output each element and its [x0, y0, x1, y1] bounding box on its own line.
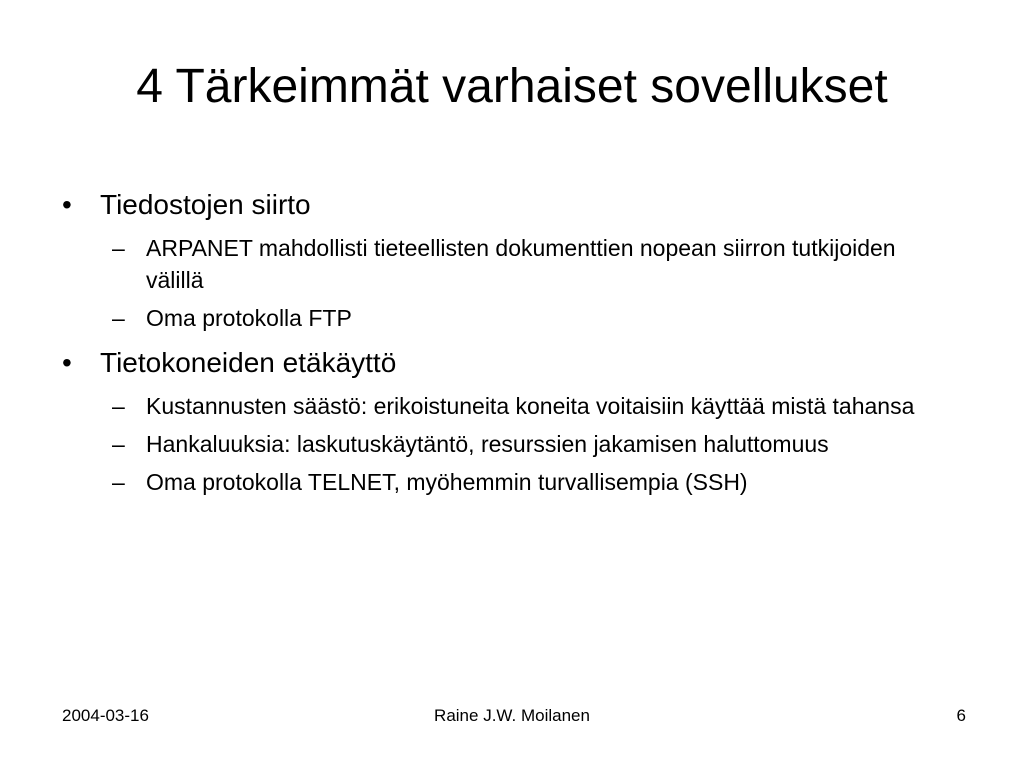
sub-item-text: Oma protokolla TELNET, myöhemmin turvallisempia (SSH)	[146, 469, 748, 495]
slide-content	[62, 188, 962, 510]
footer-author: Raine J.W. Moilanen	[434, 706, 590, 725]
bullet-item	[62, 346, 962, 380]
sub-item	[62, 302, 956, 334]
sub-list	[62, 390, 962, 498]
sub-item-text: Hankaluuksia: laskutuskäytäntö, resurssien jakamisen haluttomuus	[146, 431, 829, 457]
bullet-text: Tietokoneiden etäkäyttö	[100, 347, 397, 378]
footer-page-number: 6	[956, 706, 966, 725]
bullet-item	[62, 188, 962, 222]
sub-item-text: Kustannusten säästö: erikoistuneita koneita voitaisiin käyttää mistä tahansa	[146, 393, 915, 419]
bullet-text: Tiedostojen siirto	[100, 189, 311, 220]
sub-item	[62, 232, 956, 296]
bullet-icon: •	[62, 189, 72, 220]
dash-icon: –	[112, 431, 125, 457]
dash-icon: –	[112, 469, 125, 495]
sub-item	[62, 428, 956, 460]
footer-date: 2004-03-16	[62, 706, 149, 725]
slide-title: 4 Tärkeimmät varhaiset sovellukset	[136, 60, 888, 113]
sub-item	[62, 390, 956, 422]
sub-item-text: ARPANET mahdollisti tieteellisten dokumenttien nopean siirron tutkijoiden välillä	[146, 235, 896, 293]
sub-list	[62, 232, 962, 334]
sub-item	[62, 466, 956, 498]
sub-item-text: Oma protokolla FTP	[146, 305, 352, 331]
bullet-icon: •	[62, 347, 72, 378]
dash-icon: –	[112, 393, 125, 419]
dash-icon: –	[112, 305, 125, 331]
dash-icon: –	[112, 235, 125, 261]
